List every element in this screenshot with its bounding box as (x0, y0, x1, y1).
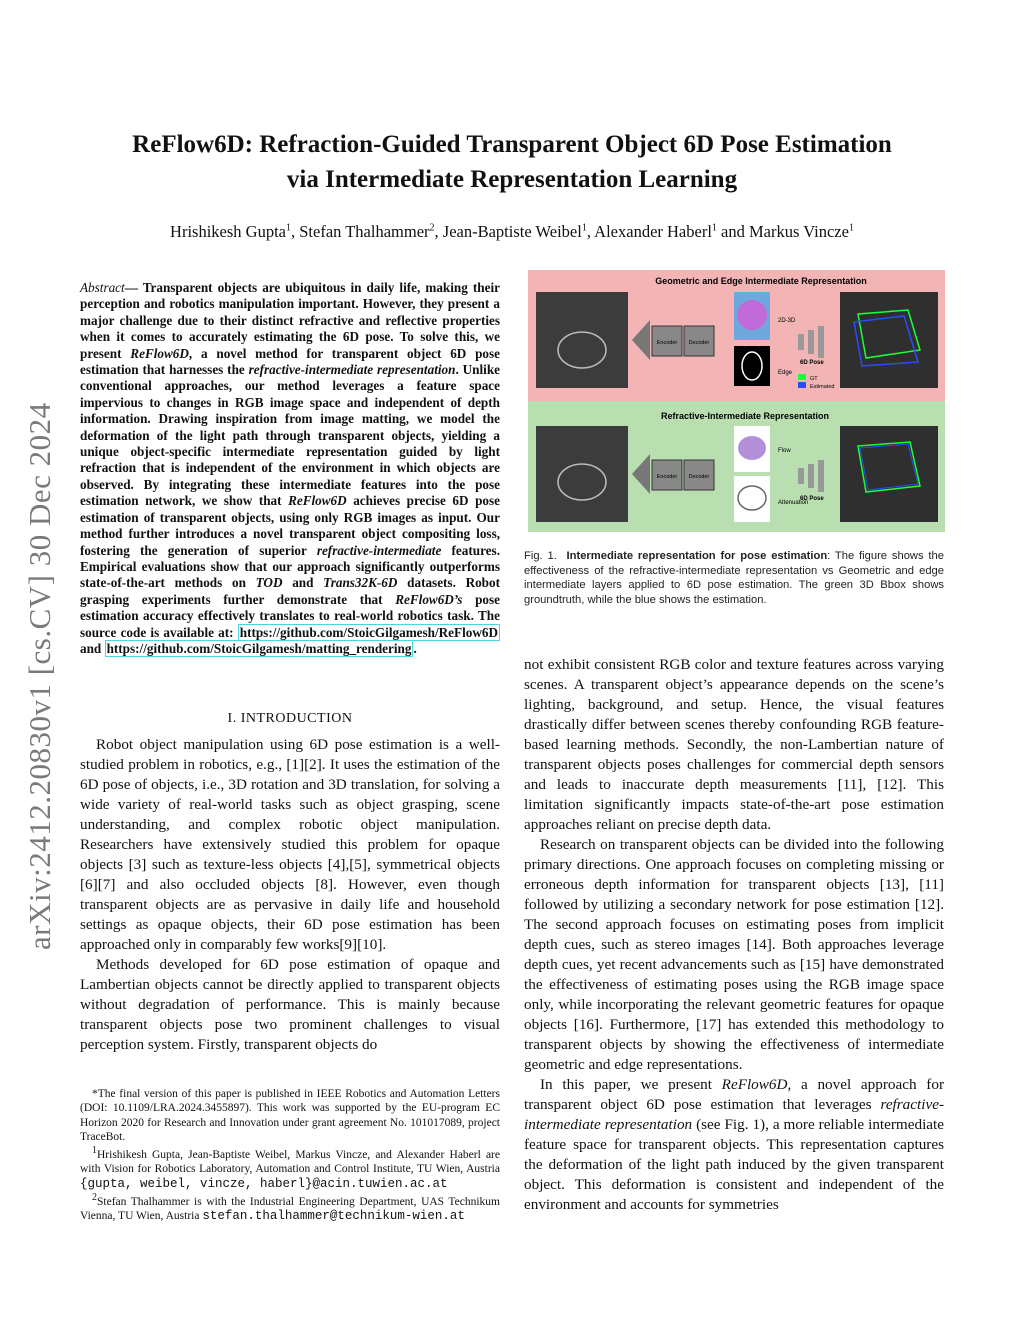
email-address: stefan.thalhammer@technikum-wien.at (202, 1209, 465, 1224)
label-attenuation: Attenuation (778, 500, 809, 506)
fc-layer (808, 330, 814, 354)
author-name: Jean-Baptiste Weibel (442, 222, 582, 241)
geometric-map-blob (737, 300, 767, 330)
label-6d-pose: 6D Pose (800, 496, 824, 502)
decoder-label: Decoder (688, 340, 710, 346)
author-list: Hrishikesh Gupta$^1$, Stefan Thalhammer$^2$, Jean-Baptiste Weibel$^1$, Alexander Haberl$^1$ and Markus Vincze$^1$ (170, 222, 854, 241)
footnote: $^2$Stefan Thalhammer is with the Industrial Engineering Department, UAS Technikum Vienna, TU Wien, Austria stefan.thalhammer@technikum-wien.at (80, 1191, 500, 1224)
legend-gt-swatch (798, 374, 806, 380)
paragraph: Research on transparent objects can be divided into the following primary directions. One approach focuses on completing missing or erroneous depth information for transparent objects [13], [11] followed by utilizing a secondary network for pose estimation [12]. The second approach focuses on estimating poses from implicit depth cues, such as stereo images [14]. Both approaches leverage depth cues, yet recent advancements such as [15] have demonstrated the effectiveness of estimating poses using the RGB image space only, while incorporating the relevant geometric features for opaque objects [16]. Furthermore, [17] has extended this methodology to transparent objects by showing the effectiveness of intermediate geometric and edge representations. (524, 836, 944, 1073)
fc-layer (818, 326, 824, 358)
author-name: Markus Vincze (748, 222, 849, 241)
label-2d3d: 2D-3D (778, 318, 796, 324)
legend-estimated-swatch (798, 382, 806, 388)
pose-result-image (840, 292, 938, 388)
paragraph: Methods developed for 6D pose estimation of opaque and Lambertian objects cannot be directly applied to transparent objects without degradation of performance. This is mainly because transparent objects pose two prominent challenges to visual perception system. Firstly, transparent objects do (80, 956, 500, 1053)
decoder-label: Decoder (688, 474, 710, 480)
right-column-text (524, 655, 944, 1215)
section-heading-introduction: I. INTRODUCTION (227, 711, 353, 726)
author-name: Alexander Haberl (594, 222, 712, 241)
figure-1 (528, 270, 945, 532)
input-rgb-image (536, 426, 628, 522)
encoder-label: Encoder (656, 474, 678, 480)
attenuation-map (734, 476, 770, 522)
encoder-label: Encoder (656, 340, 678, 346)
fc-layer (818, 460, 824, 492)
label-flow: Flow (778, 448, 791, 454)
legend-estimated: Estimated (810, 384, 835, 390)
footnotes (80, 1087, 500, 1223)
abstract: Abstract— Transparent objects are ubiquitous in daily life, making their perception and robotics manipulation important. However, they present a major challenge due to their distinct refractive and reflective properties when it comes to accurately estimating the 6D pose. To solve this, we present ReFlow6D, a novel method for transparent object 6D pose estimation that harnesses the refractive-intermediate representation. Unlike conventional approaches, our method leverages a feature space impervious to changes in RGB image space and independent of depth information. Drawing inspiration from image matting, we model the deformation of the light path through transparent objects, yielding a unique object-specific intermediate representation guided by light refraction that is independent of the environment in which objects are observed. By integrating these intermediate features into the pose estimation network, we show that ReFlow6D achieves precise 6D pose estimation of transparent objects, using only RGB images as input. Our method further introduces a novel transparent object compositing loss, fostering the generation of superior refractive-intermediate features. Empirical evaluations show that our approach significantly outperforms state-of-the-art methods on TOD and Trans32K-6D datasets. Robot grasping experiments further demonstrate that ReFlow6D’s pose estimation accuracy effectively translates to real-world robotics task. The source code is available at: https://github.com/StoicGilgamesh/ReFlow6D and https://github.com/StoicGilgamesh/matting_rendering . (80, 280, 501, 656)
matting-rendering-link[interactable]: https://github.com/StoicGilgamesh/matting_rendering (106, 640, 412, 656)
flow-blob (738, 436, 766, 460)
email-addresses: {gupta, weibel, vincze, haberl}@acin.tuwien.ac.at (80, 1176, 448, 1191)
legend-gt: GT (810, 376, 818, 382)
footnote: *The final version of this paper is published in IEEE Robotics and Automation Letters (DOI: 10.1109/LRA.2024.3455897). This work was supported by the EU-program EC Horizon 2020 for Research and Innovation under grant agreement No. 101017089, project TraceBot. (80, 1088, 500, 1143)
author-name: Hrishikesh Gupta (170, 222, 286, 241)
paragraph: In this paper, we present ReFlow6D, a novel approach for transparent object 6D pose estimation that leverages refractive-intermediate representation (see Fig. 1), a more reliable intermediate feature space for transparent objects. This representation captures the deformation of the light path induced by the given transparent object. This deformation is consistent and independent of the environment and accounts for symmetries (524, 1076, 944, 1213)
paper-title-line-2: via Intermediate Representation Learning (286, 166, 738, 193)
fc-layer (808, 464, 814, 488)
pose-result-image (840, 426, 938, 522)
arxiv-identifier: arXiv:2412.20830v1 [cs.CV] 30 Dec 2024 (22, 402, 57, 950)
refractive-panel-title: Refractive-Intermediate Representation (660, 411, 830, 421)
label-6d-pose: 6D Pose (800, 360, 824, 366)
geometric-panel-title: Geometric and Edge Intermediate Representation (655, 276, 867, 286)
paragraph: not exhibit consistent RGB color and texture features across varying scenes. A transparent object’s appearance depends on the scene’s lighting, background, and setup. Hence, the visual features drastically differ between scenes thereby confounding RGB feature-based learning methods. Secondly, the non-Lambertian nature of transparent objects poses challenges for commercial depth sensors and leads to inaccurate depth measurements [11], [12]. This limitation significantly impacts state-of-the-art pose estimation approaches reliant on precise depth data. (524, 656, 944, 833)
paragraph: Robot object manipulation using 6D pose estimation is a well-studied problem in robotics, e.g., [1][2]. It uses the estimation of the 6D pose of objects, i.e., 3D rotation and 3D translation, for solving a wide variety of real-world tasks such as object grasping, scene understanding, and complex robotic object manipulation. Researchers have extensively studied this problem for opaque objects [3] such as texture-less objects [4],[5], symmetrical objects [6][7] and also occluded objects [8]. However, even though transparent objects are as pervasive in daily life and household settings as opaque objects, their 6D pose estimation has been approached only in comparably few works[9][10]. (80, 736, 500, 953)
paper-title-line-1: ReFlow6D: Refraction-Guided Transparent Object 6D Pose Estimation (132, 131, 892, 158)
fc-layer (798, 334, 804, 350)
source-code-link[interactable]: https://github.com/StoicGilgamesh/ReFlow6D (239, 624, 498, 640)
fc-layer (798, 468, 804, 484)
introduction-text (80, 735, 500, 1055)
figure-1-caption: Fig. 1. Intermediate representation for pose estimation: The figure shows the effectiveness of the refractive-intermediate representation vs Geometric and edge intermediate layers applied to 6D pose estimation. The green 3D Bbox shows groundtruth, while the blue shows the estimation. (524, 550, 944, 606)
label-edge: Edge (778, 370, 793, 376)
footnote: $^1$Hrishikesh Gupta, Jean-Baptiste Weibel, Markus Vincze, and Alexander Haberl are with Vision for Robotics Laboratory, Automation and Control Institute, TU Wien, Austria {gupta, weibel, vincze, haberl}@acin.tuwien.ac.at (80, 1145, 500, 1191)
author-name: Stefan Thalhammer (299, 222, 430, 241)
input-rgb-image (536, 292, 628, 388)
